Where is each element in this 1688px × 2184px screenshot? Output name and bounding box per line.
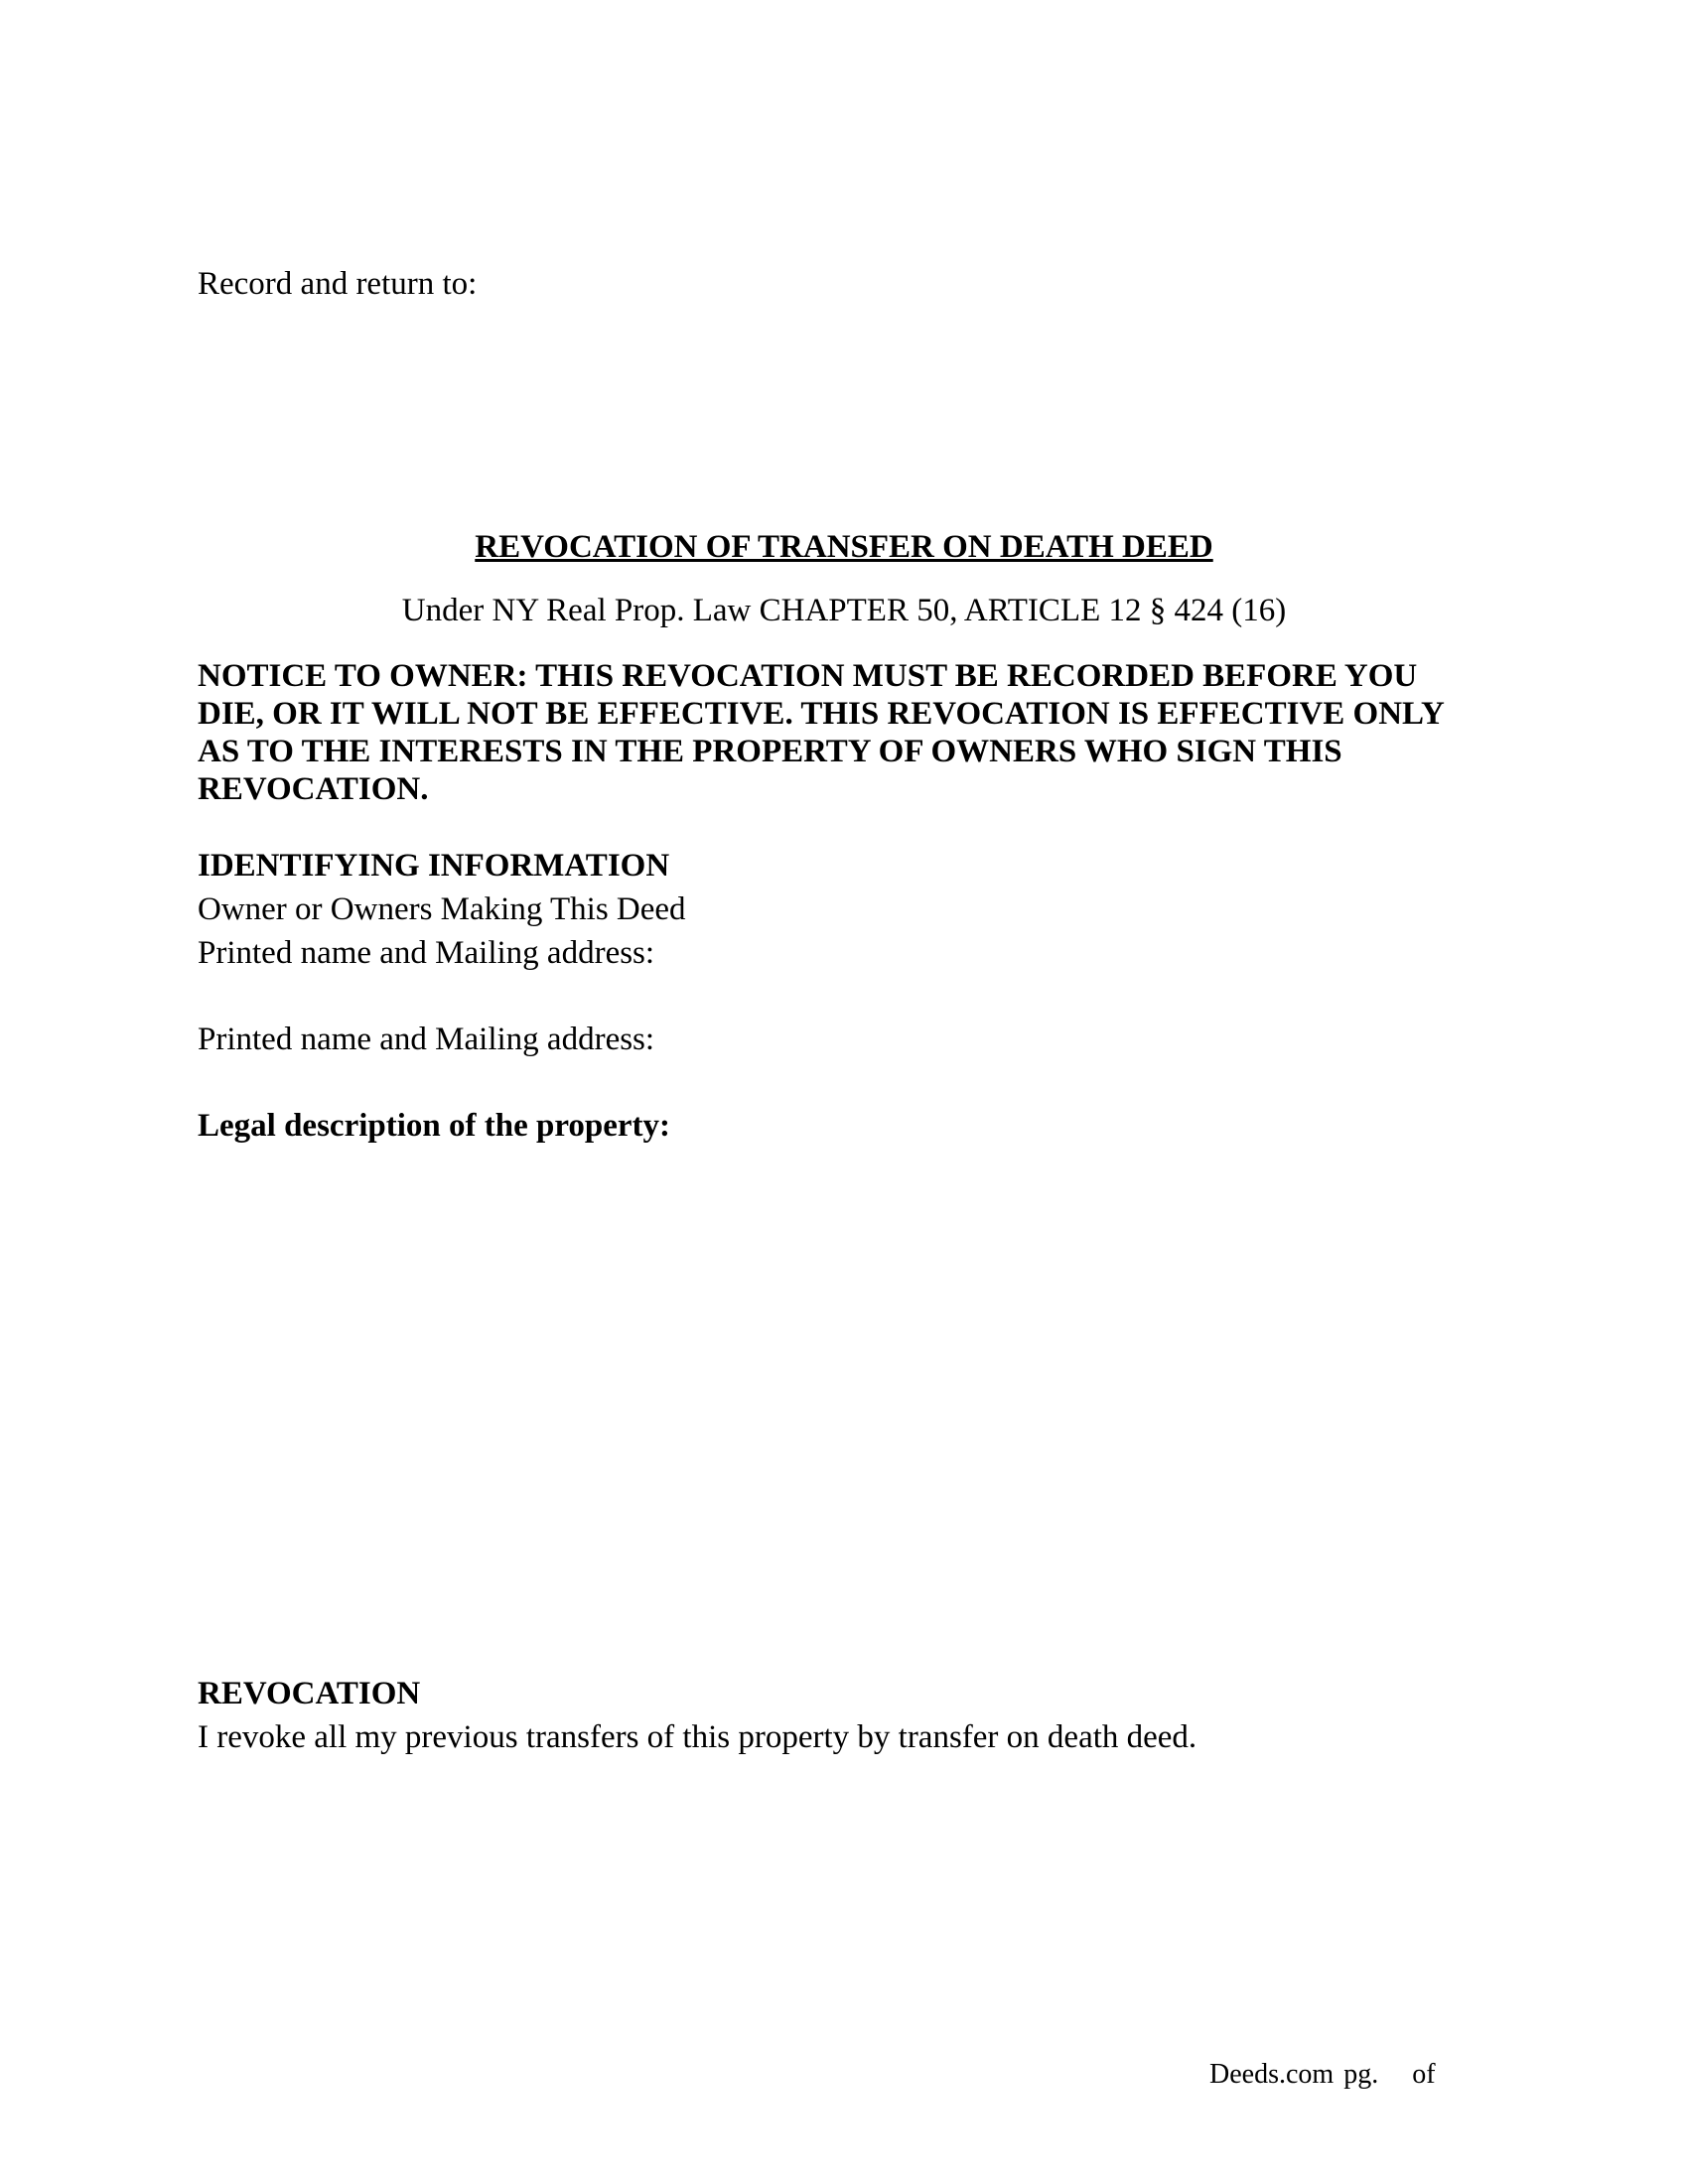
statute-reference: Under NY Real Prop. Law CHAPTER 50, ARTICLE 12 § 424 (16): [401, 593, 1287, 628]
footer-site: Deeds.com: [1209, 2059, 1335, 2090]
legal-description-label: Legal description of the property:: [198, 1108, 671, 1144]
printed-name-address-label-2: Printed name and Mailing address:: [198, 1022, 655, 1057]
notice-to-owner: [198, 657, 1488, 808]
owners-label: Owner or Owners Making This Deed: [198, 891, 686, 927]
notice-line-3: AS TO THE INTERESTS IN THE PROPERTY OF OWNERS WHO SIGN THIS: [198, 734, 1342, 769]
document-title-text: REVOCATION OF TRANSFER ON DEATH DEED: [475, 529, 1213, 565]
footer-page-label: pg.: [1343, 2059, 1379, 2090]
footer-of-label: of: [1412, 2059, 1436, 2090]
notice-line-2: DIE, OR IT WILL NOT BE EFFECTIVE. THIS REVOCATION IS EFFECTIVE ONLY: [198, 696, 1445, 732]
notice-line-4: REVOCATION.: [198, 771, 429, 807]
notice-line-1: NOTICE TO OWNER: THIS REVOCATION MUST BE RECORDED BEFORE YOU: [198, 658, 1418, 694]
record-and-return-label: Record and return to:: [198, 266, 478, 302]
revocation-statement: I revoke all my previous transfers of this property by transfer on death deed.: [198, 1719, 1197, 1755]
page-footer: [1209, 2058, 1436, 2092]
identifying-information-heading: IDENTIFYING INFORMATION: [198, 848, 670, 884]
document-title: [0, 527, 1688, 567]
revocation-heading: REVOCATION: [198, 1676, 421, 1711]
printed-name-address-label-1: Printed name and Mailing address:: [198, 935, 655, 971]
